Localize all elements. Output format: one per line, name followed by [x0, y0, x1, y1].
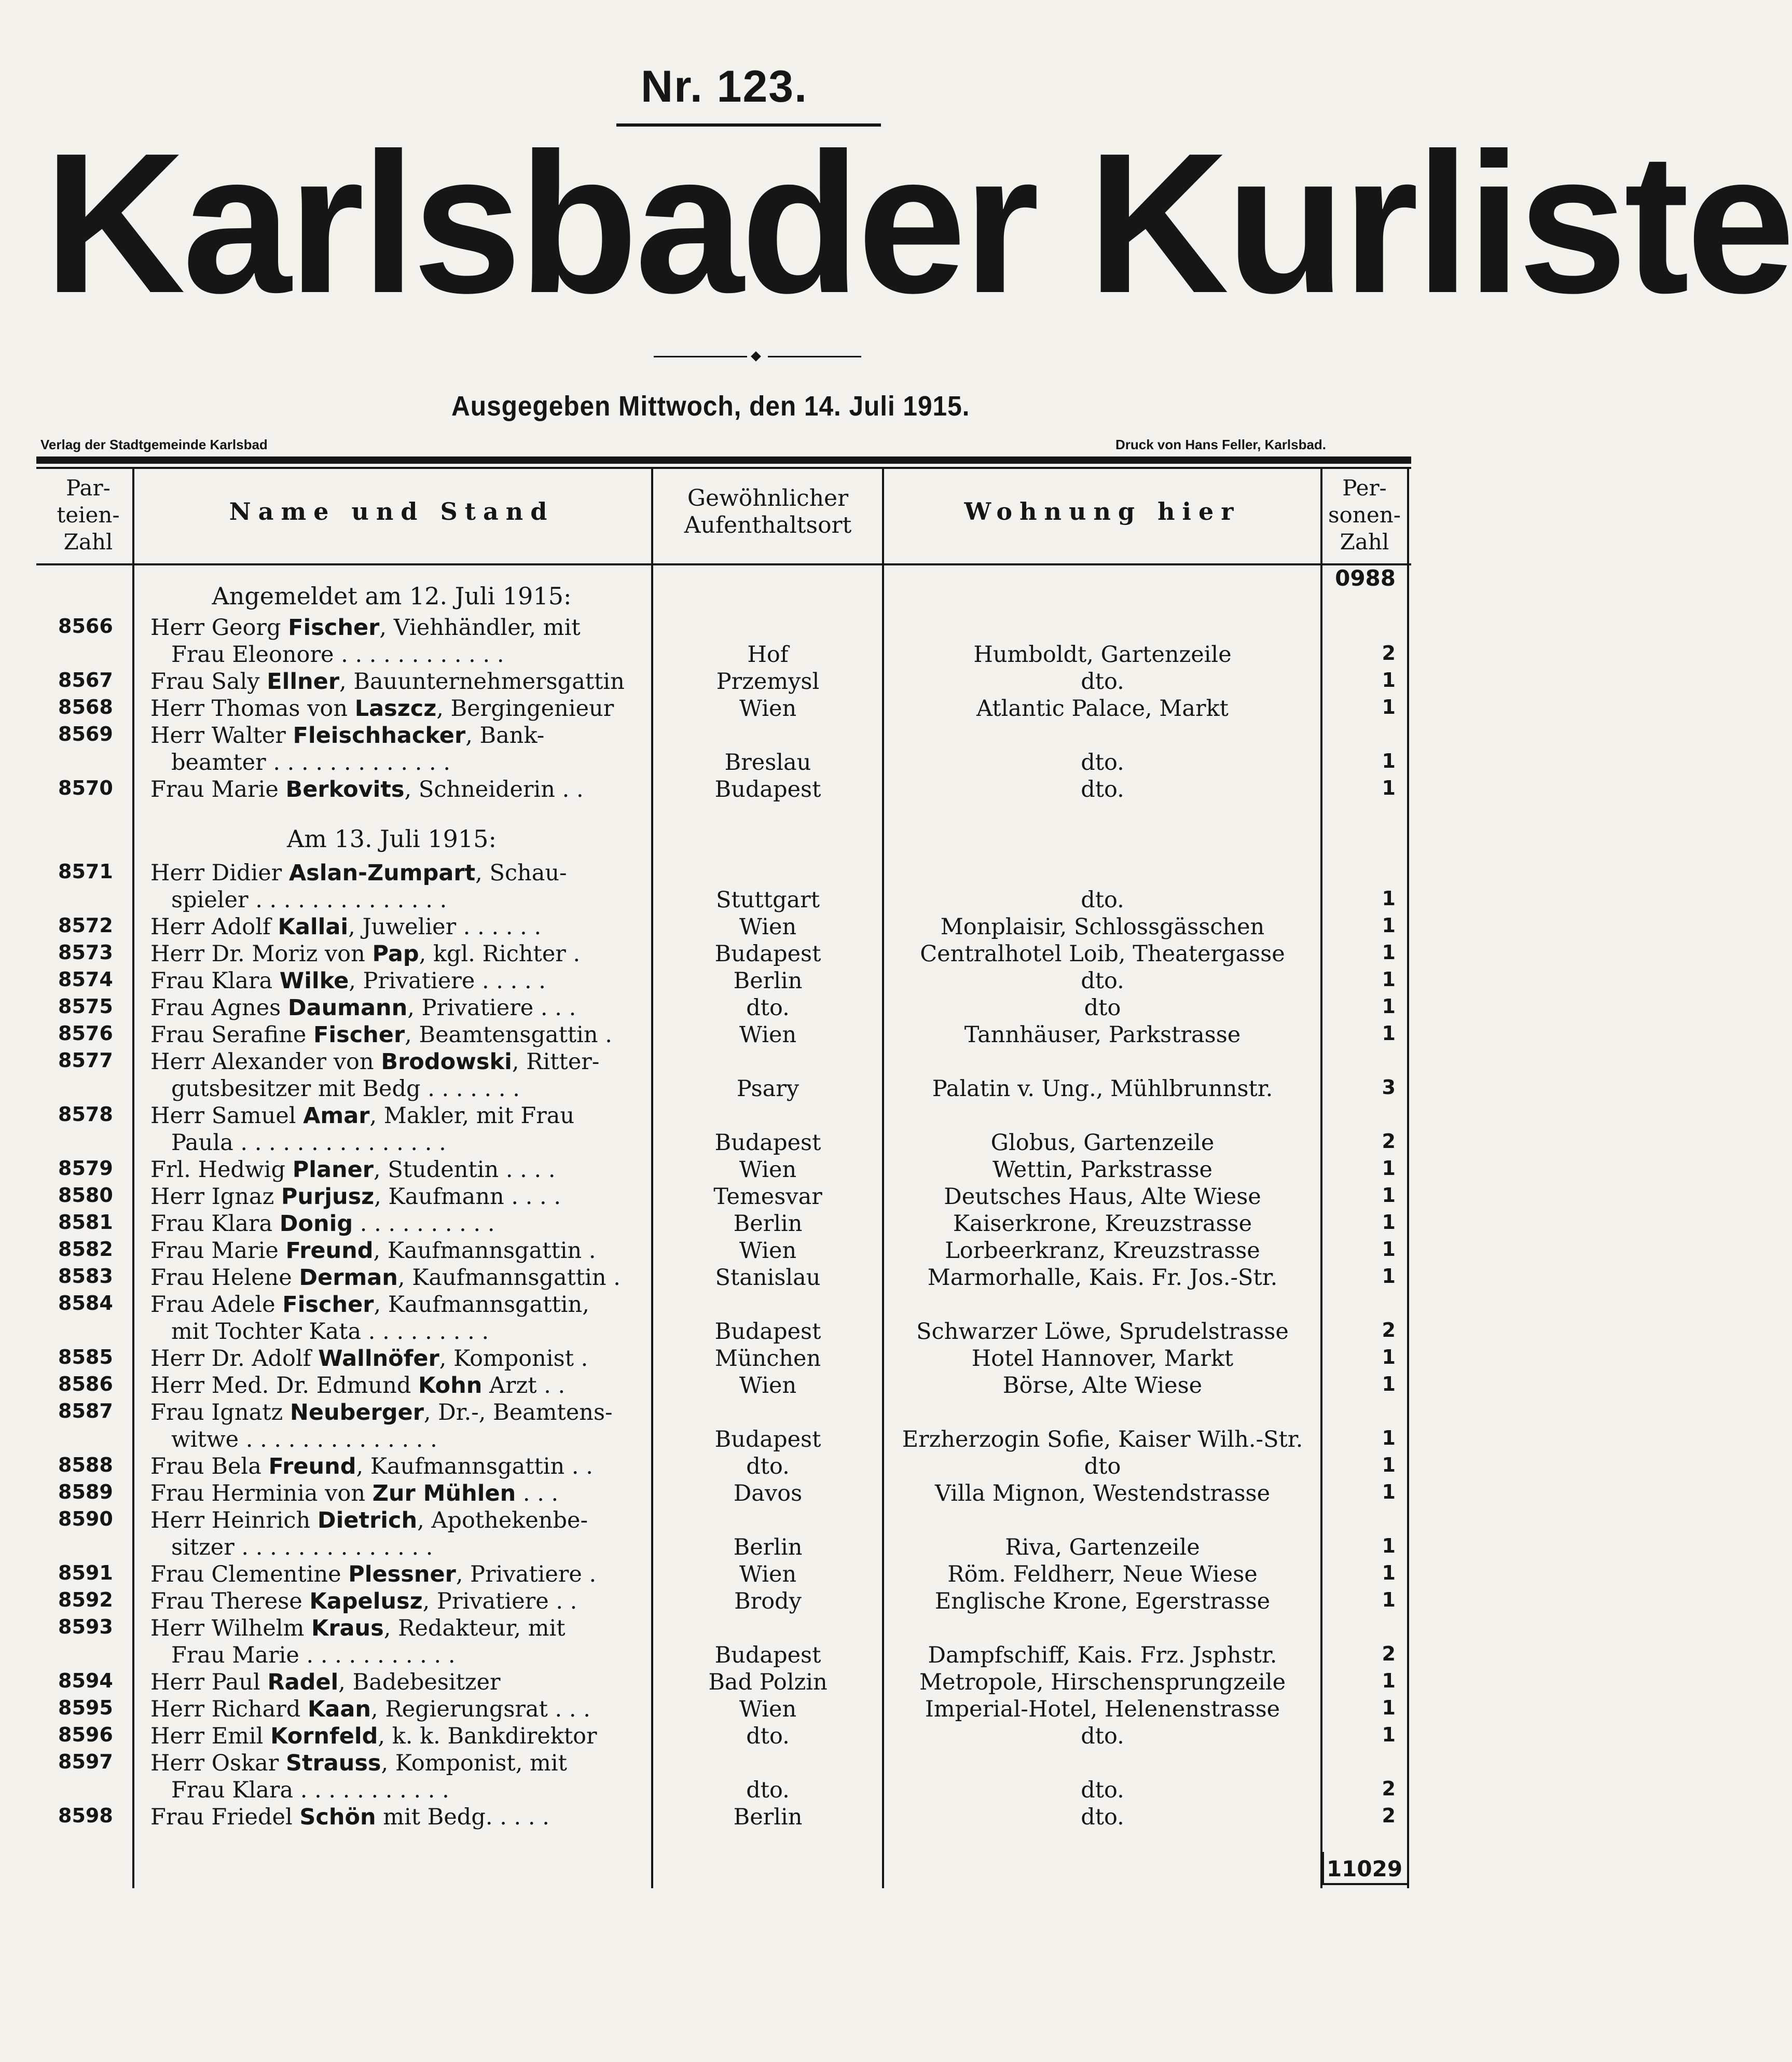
guest-name: Frau Marie Berkovits, Schneiderin . .	[150, 777, 584, 802]
issue-number: Nr. 123.	[641, 62, 808, 112]
guest-name: Frau Saly Ellner, Bauunternehmersgattin	[150, 669, 625, 695]
guest-name: Frau Helene Derman, Kaufmannsgattin .	[150, 1265, 621, 1291]
party-number: 8566	[58, 615, 113, 638]
lodging-address: Imperial-Hotel, Helenenstrasse	[925, 1696, 1280, 1722]
origin-city: Hof	[747, 642, 789, 668]
lodging-address: dto.	[1081, 968, 1124, 994]
surname: Wallnöfer	[318, 1346, 439, 1372]
table-row	[0, 1750, 1548, 1804]
persons-count: 1	[1382, 750, 1396, 772]
surname: Brodowski	[381, 1049, 512, 1075]
party-number: 8573	[58, 941, 113, 964]
header-party-number: Par- teien- Zahl	[57, 475, 120, 555]
lodging-address: dto.	[1081, 1777, 1124, 1803]
persons-count: 1	[1382, 1346, 1396, 1368]
surname: Fischer	[282, 1292, 374, 1318]
guest-name: Herr Alexander von Brodowski, Ritter-	[150, 1049, 600, 1075]
party-number: 8572	[58, 914, 113, 937]
guest-name: Herr Dr. Adolf Wallnöfer, Komponist .	[150, 1346, 588, 1372]
surname: Kraus	[311, 1615, 384, 1641]
persons-count: 1	[1382, 1373, 1396, 1395]
guest-name-continued: Frau Klara . . . . . . . . . . .	[171, 1777, 449, 1803]
origin-city: Davos	[733, 1480, 803, 1506]
lodging-address: dto.	[1081, 750, 1124, 776]
table-row	[0, 1184, 1548, 1211]
lodging-address: dto.	[1081, 1804, 1124, 1830]
printer-line: Druck von Hans Feller, Karlsbad.	[1115, 437, 1327, 452]
table-row	[0, 1373, 1548, 1400]
table-row	[0, 1696, 1548, 1723]
origin-city: Berlin	[733, 1211, 803, 1237]
guest-name-continued: gutsbesitzer mit Bedg . . . . . . .	[171, 1076, 520, 1102]
lodging-address: Palatin v. Ung., Mühlbrunnstr.	[932, 1076, 1273, 1102]
origin-city: dto.	[746, 995, 790, 1021]
party-number: 8579	[58, 1157, 113, 1180]
section-heading: Am 13. Juli 1915:	[287, 825, 497, 853]
issue-date: Ausgegeben Mittwoch, den 14. Juli 1915.	[451, 391, 970, 422]
header-origin: Gewöhnlicher Aufenthaltsort	[684, 485, 852, 538]
party-number: 8592	[58, 1588, 113, 1611]
table-row	[0, 1049, 1548, 1103]
surname: Kapelusz	[309, 1588, 423, 1614]
origin-city: Wien	[739, 1696, 797, 1722]
lodging-address: Monplaisir, Schlossgässchen	[940, 914, 1265, 940]
guest-name: Frau Serafine Fischer, Beamtensgattin .	[150, 1022, 612, 1048]
table-row	[0, 968, 1548, 995]
guest-name: Frau Friedel Schön mit Bedg. . . . .	[150, 1804, 549, 1830]
table-row	[0, 1804, 1548, 1831]
table-row	[0, 1588, 1548, 1615]
persons-count: 1	[1382, 1265, 1396, 1288]
surname: Strauss	[285, 1750, 381, 1776]
guest-name: Frau Bela Freund, Kaufmannsgattin . .	[150, 1454, 593, 1479]
persons-count: 1	[1382, 696, 1396, 718]
origin-city: dto.	[746, 1777, 790, 1803]
table-row	[0, 615, 1548, 669]
surname: Pap	[372, 941, 419, 967]
surname: Fischer	[288, 615, 380, 641]
persons-count: 2	[1382, 1130, 1396, 1153]
persons-count: 2	[1382, 1777, 1396, 1800]
guest-name: Herr Emil Kornfeld, k. k. Bankdirektor	[150, 1723, 597, 1749]
guest-name: Herr Ignaz Purjusz, Kaufmann . . . .	[150, 1184, 561, 1210]
lodging-address: dto.	[1081, 887, 1124, 913]
origin-city: Berlin	[733, 1804, 803, 1830]
masthead-rule	[36, 456, 1411, 464]
guest-name: Frau Adele Fischer, Kaufmannsgattin,	[150, 1292, 589, 1318]
guest-name: Herr Wilhelm Kraus, Redakteur, mit	[150, 1615, 566, 1641]
table-row	[0, 1022, 1548, 1049]
guest-name-continued: Frau Eleonore . . . . . . . . . . . .	[171, 642, 504, 668]
party-number: 8587	[58, 1400, 113, 1422]
guest-name: Herr Paul Radel, Badebesitzer	[150, 1669, 501, 1695]
table-row	[0, 1669, 1548, 1696]
guest-name: Frl. Hedwig Planer, Studentin . . . .	[150, 1157, 556, 1183]
persons-count: 1	[1382, 1427, 1396, 1449]
origin-city: Stanislau	[715, 1265, 821, 1291]
table-row	[0, 1157, 1548, 1184]
origin-city: Stuttgart	[716, 887, 820, 913]
persons-count: 1	[1382, 1534, 1396, 1557]
party-number: 8588	[58, 1454, 113, 1476]
table-row	[0, 914, 1548, 941]
persons-count: 1	[1382, 1669, 1396, 1692]
guest-name: Herr Walter Fleischhacker, Bank-	[150, 723, 545, 749]
origin-city: Budapest	[714, 1427, 821, 1452]
party-number: 8569	[58, 723, 113, 745]
party-number: 8575	[58, 995, 113, 1018]
table-row	[0, 1454, 1548, 1480]
party-number: 8580	[58, 1184, 113, 1207]
persons-count: 2	[1382, 1642, 1396, 1665]
surname: Plessner	[348, 1561, 456, 1587]
lodging-address: dto.	[1081, 669, 1124, 695]
surname: Donig	[279, 1211, 353, 1237]
table-row	[0, 1211, 1548, 1238]
guest-name: Herr Thomas von Laszcz, Bergingenieur	[150, 696, 614, 722]
persons-count: 1	[1382, 914, 1396, 937]
persons-count: 1	[1382, 669, 1396, 691]
table-row	[0, 1265, 1548, 1292]
table-row	[0, 1238, 1548, 1265]
origin-city: Psary	[736, 1076, 799, 1102]
origin-city: Berlin	[733, 1534, 803, 1560]
table-row	[0, 941, 1548, 968]
origin-city: Budapest	[714, 941, 821, 967]
surname: Daumann	[287, 995, 408, 1021]
origin-city: dto.	[746, 1454, 790, 1479]
surname: Fischer	[313, 1022, 405, 1048]
party-number: 8589	[58, 1480, 113, 1503]
origin-city: Budapest	[714, 1319, 821, 1345]
persons-count: 1	[1382, 1238, 1396, 1261]
guest-name: Herr Dr. Moriz von Pap, kgl. Richter .	[150, 941, 581, 967]
lodging-address: Lorbeerkranz, Kreuzstrasse	[945, 1238, 1260, 1264]
surname: Planer	[292, 1157, 374, 1183]
lodging-address: dto.	[1081, 1723, 1124, 1749]
surname: Kohn	[418, 1373, 483, 1399]
table-row	[0, 669, 1548, 696]
surname: Wilke	[279, 968, 349, 994]
party-number: 8576	[58, 1022, 113, 1045]
origin-city: Berlin	[733, 968, 803, 994]
guest-name-continued: sitzer . . . . . . . . . . . . . .	[171, 1534, 433, 1560]
lodging-address: Englische Krone, Egerstrasse	[934, 1588, 1271, 1614]
persons-count: 2	[1382, 1804, 1396, 1827]
guest-name: Herr Oskar Strauss, Komponist, mit	[150, 1750, 567, 1776]
lodging-address: Tannhäuser, Parkstrasse	[964, 1022, 1241, 1048]
surname: Kornfeld	[270, 1723, 378, 1749]
guest-name: Herr Richard Kaan, Regierungsrat . . .	[150, 1696, 590, 1722]
table-top-rule	[36, 467, 1411, 469]
party-number: 8598	[58, 1804, 113, 1827]
carry-total: 0988	[1335, 565, 1396, 591]
persons-count: 1	[1382, 941, 1396, 964]
party-number: 8578	[58, 1103, 113, 1126]
persons-count: 1	[1382, 1184, 1396, 1207]
persons-count: 1	[1382, 1696, 1396, 1719]
lodging-address: Wettin, Parkstrasse	[993, 1157, 1212, 1183]
party-number: 8568	[58, 696, 113, 718]
party-number: 8597	[58, 1750, 113, 1773]
lodging-address: Riva, Gartenzeile	[1005, 1534, 1200, 1560]
surname: Aslan-Zumpart	[288, 860, 476, 886]
party-number: 8574	[58, 968, 113, 991]
origin-city: Wien	[739, 1022, 797, 1048]
guest-name-continued: spieler . . . . . . . . . . . . . .	[171, 887, 447, 913]
lodging-address: Globus, Gartenzeile	[990, 1130, 1215, 1156]
surname: Dietrich	[317, 1507, 418, 1533]
lodging-address: Metropole, Hirschensprungzeile	[919, 1669, 1286, 1695]
guest-name: Frau Agnes Daumann, Privatiere . . .	[150, 995, 576, 1021]
table-row	[0, 1615, 1548, 1669]
table-row	[0, 1561, 1548, 1588]
newspaper-title: Karlsbader Kurliste	[44, 111, 1792, 335]
guest-name: Frau Clementine Plessner, Privatiere .	[150, 1561, 597, 1587]
party-number: 8585	[58, 1346, 113, 1368]
guest-name: Herr Didier Aslan-Zumpart, Schau-	[150, 860, 567, 886]
party-number: 8596	[58, 1723, 113, 1746]
surname: Ellner	[267, 669, 340, 695]
table-row	[0, 1346, 1548, 1373]
lodging-address: Marmorhalle, Kais. Fr. Jos.-Str.	[927, 1265, 1278, 1291]
persons-count: 1	[1382, 1480, 1396, 1503]
surname: Purjusz	[281, 1184, 375, 1210]
origin-city: Wien	[739, 1373, 797, 1399]
guest-name-continued: Paula . . . . . . . . . . . . . . .	[171, 1130, 446, 1156]
lodging-address: Dampfschiff, Kais. Frz. Jsphstr.	[928, 1642, 1277, 1668]
origin-city: Wien	[739, 1157, 797, 1183]
origin-city: Budapest	[714, 777, 821, 802]
origin-city: München	[714, 1346, 821, 1372]
party-number: 8590	[58, 1507, 113, 1530]
persons-count: 3	[1382, 1076, 1396, 1099]
party-number: 8595	[58, 1696, 113, 1719]
guest-name-continued: beamter . . . . . . . . . . . . .	[171, 750, 451, 776]
lodging-address: Villa Mignon, Westendstrasse	[934, 1480, 1271, 1506]
origin-city: Brody	[734, 1588, 802, 1614]
lodging-address: dto.	[1081, 777, 1124, 802]
persons-count: 1	[1382, 1211, 1396, 1234]
surname: Zur Mühlen	[372, 1480, 516, 1506]
table-row	[0, 777, 1548, 804]
lodging-address: Humboldt, Gartenzeile	[973, 642, 1232, 668]
guest-name: Frau Klara Wilke, Privatiere . . . . .	[150, 968, 546, 994]
guest-name: Herr Med. Dr. Edmund Kohn Arzt . .	[150, 1373, 566, 1399]
guest-name-continued: witwe . . . . . . . . . . . . . .	[171, 1427, 437, 1452]
surname: Amar	[303, 1103, 370, 1129]
origin-city: Wien	[739, 914, 797, 940]
surname: Derman	[299, 1265, 398, 1291]
table-row	[0, 1723, 1548, 1750]
table-row	[0, 1103, 1548, 1157]
ornament-divider	[654, 355, 872, 358]
guest-name: Herr Heinrich Dietrich, Apothekenbe-	[150, 1507, 588, 1533]
persons-count: 1	[1382, 1723, 1396, 1746]
table-row	[0, 860, 1548, 914]
surname: Freund	[285, 1238, 374, 1264]
publisher-line: Verlag der Stadtgemeinde Karlsbad	[40, 437, 268, 452]
origin-city: Budapest	[714, 1130, 821, 1156]
party-number: 8577	[58, 1049, 113, 1072]
header-bottom-rule	[36, 563, 1411, 565]
persons-count: 2	[1382, 1319, 1396, 1341]
surname: Kallai	[278, 914, 349, 940]
origin-city: Wien	[739, 1561, 797, 1587]
persons-count: 1	[1382, 1561, 1396, 1584]
lodging-address: Erzherzogin Sofie, Kaiser Wilh.-Str.	[902, 1427, 1303, 1452]
guest-name: Herr Georg Fischer, Viehhändler, mit	[150, 615, 581, 641]
table-row	[0, 1400, 1548, 1454]
table-row	[0, 696, 1548, 723]
party-number: 8586	[58, 1373, 113, 1395]
persons-count: 1	[1382, 887, 1396, 910]
party-number: 8567	[58, 669, 113, 691]
lodging-address: Deutsches Haus, Alte Wiese	[944, 1184, 1261, 1210]
origin-city: Przemysl	[716, 669, 820, 695]
origin-city: Breslau	[724, 750, 811, 776]
surname: Fleischhacker	[293, 723, 466, 749]
lodging-address: Börse, Alte Wiese	[1002, 1373, 1203, 1399]
guest-name: Frau Marie Freund, Kaufmannsgattin .	[150, 1238, 596, 1264]
lodging-address: Hotel Hannover, Markt	[971, 1346, 1234, 1372]
party-number: 8581	[58, 1211, 113, 1234]
surname: Kaan	[308, 1696, 371, 1722]
guest-name: Frau Ignatz Neuberger, Dr.-, Beamtens-	[150, 1400, 613, 1426]
origin-city: Wien	[739, 1238, 797, 1264]
guest-name: Frau Therese Kapelusz, Privatiere . .	[150, 1588, 577, 1614]
table-row	[0, 995, 1548, 1022]
persons-count: 1	[1382, 1022, 1396, 1045]
persons-count: 1	[1382, 777, 1396, 799]
origin-city: dto.	[746, 1723, 790, 1749]
origin-city: Wien	[739, 696, 797, 722]
guest-name: Herr Samuel Amar, Makler, mit Frau	[150, 1103, 575, 1129]
table-row	[0, 1292, 1548, 1346]
lodging-address: Schwarzer Löwe, Sprudelstrasse	[916, 1319, 1289, 1345]
persons-count: 1	[1382, 995, 1396, 1018]
surname: Radel	[267, 1669, 339, 1695]
party-number: 8571	[58, 860, 113, 883]
party-number: 8591	[58, 1561, 113, 1584]
table-row	[0, 1507, 1548, 1561]
surname: Schön	[299, 1804, 376, 1830]
lodging-address: Atlantic Palace, Markt	[976, 696, 1229, 722]
guest-name: Herr Adolf Kallai, Juwelier . . . . . .	[150, 914, 542, 940]
surname: Neuberger	[290, 1400, 424, 1426]
persons-count: 2	[1382, 642, 1396, 665]
guest-name-continued: mit Tochter Kata . . . . . . . . .	[171, 1319, 489, 1345]
surname: Berkovits	[285, 777, 405, 802]
lodging-address: Centralhotel Loib, Theatergasse	[920, 941, 1285, 967]
party-number: 8582	[58, 1238, 113, 1261]
party-number: 8583	[58, 1265, 113, 1288]
persons-count: 1	[1382, 1157, 1396, 1180]
origin-city: Bad Polzin	[708, 1669, 828, 1695]
table-row	[0, 723, 1548, 777]
origin-city: Budapest	[714, 1642, 821, 1668]
lodging-address: dto	[1084, 995, 1121, 1021]
persons-count: 1	[1382, 1454, 1396, 1476]
lodging-address: Röm. Feldherr, Neue Wiese	[947, 1561, 1258, 1587]
guest-name: Frau Klara Donig . . . . . . . . . .	[150, 1211, 495, 1237]
guest-name: Frau Herminia von Zur Mühlen . . .	[150, 1480, 559, 1506]
persons-count: 1	[1382, 968, 1396, 991]
lodging-address: dto	[1084, 1454, 1121, 1479]
table-row	[0, 1480, 1548, 1507]
header-address: Wohnung hier	[964, 497, 1241, 525]
origin-city: Temesvar	[713, 1184, 822, 1210]
surname: Laszcz	[354, 696, 437, 722]
persons-count: 1	[1382, 1588, 1396, 1611]
final-total: 11029	[1326, 1856, 1403, 1881]
lodging-address: Kaiserkrone, Kreuzstrasse	[953, 1211, 1252, 1237]
party-number: 8584	[58, 1292, 113, 1314]
party-number: 8594	[58, 1669, 113, 1692]
header-name-status: Name und Stand	[229, 497, 555, 525]
section-heading: Angemeldet am 12. Juli 1915:	[212, 582, 572, 610]
surname: Freund	[268, 1454, 356, 1479]
header-persons: Per- sonen- Zahl	[1328, 475, 1401, 555]
party-number: 8593	[58, 1615, 113, 1638]
party-number: 8570	[58, 777, 113, 799]
guest-name-continued: Frau Marie . . . . . . . . . . .	[171, 1642, 456, 1668]
